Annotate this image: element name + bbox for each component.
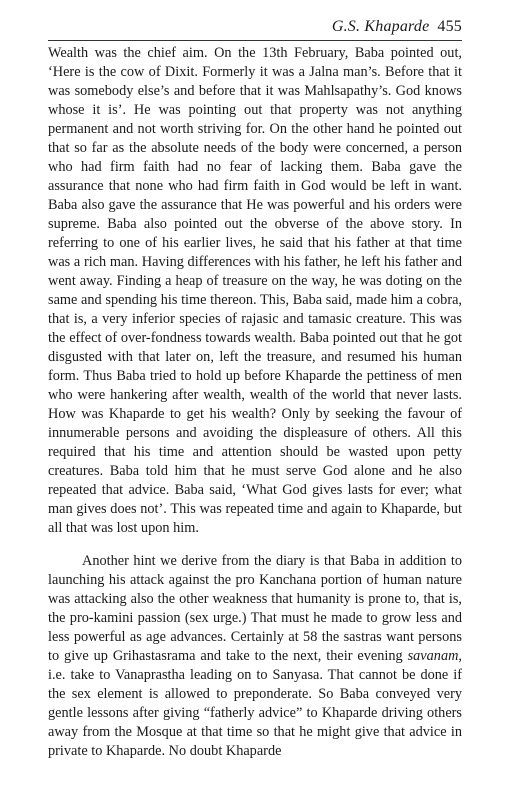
paragraph-2-text-a: Another hint we derive from the diary is that Baba in addition to launching his attack against the pro Kanchana portion of human nature was attacking also the other weakness that humanity is prone to, that is, the pro-kamini passion (sex urge.) That must he made to grow less and less powerful as age advances. Certainly at 58 the sastras want persons to give up Grihastasrama and take to the next, their evening <box>48 553 462 664</box>
paragraph-1-text: Wealth was the chief aim. On the 13th February, Baba pointed out, ‘Here is the cow of Dixit. Formerly it was a Jalna man’s. Before that it was somebody else’s and before that it was Mahlsapathy’s. God knows whose it is’. He was pointing out that property was not anything permanent and not worth striving for. On the other hand he pointed out that so far as the absolute needs of the body were concerned, a person who had firm faith had no fear of lacking them. Baba gave the assurance that none who had firm faith in God would be left in want. Baba also gave the assurance that He was powerful and his orders were supreme. Baba also pointed out the obverse of the above story. In referring to one of his earlier lives, he said that his father at that time was a rich man. Having differences with his father, he left his father and went away. Finding a heap of treasure on the way, he was doting on the same and spending his time thereon. This, Baba said, made him a cobra, that is, a very inferior species of rajasic and tamasic creature. This was the effect of over-fondness towards wealth. Baba pointed out that he got disgusted with that later on, left the treasure, and resumed his human form. Thus Baba tried to hold up before Khaparde the pettiness of men who were hankering after wealth, wealth of the world that never lasts. How was Khaparde to get his wealth? Only by seeking the favour of innumerable persons and avoiding the displeasure of others. All this required that his time and attention should be wasted upon petty creatures. Baba told him that he must serve God alone and he also repeated that advice. Baba said, ‘What God gives lasts for ever; what man gives does not’. This was repeated time and again to Khaparde, but all that was lost upon him. <box>48 45 462 536</box>
paragraph-2-italic-term: savanam <box>407 648 459 664</box>
paragraph-2-text-b: , i.e. take to Vanaprastha leading on to Sanyasa. That cannot be done if the sex element is allowed to preponderate. So Baba conveyed very gentle lessons after giving “fatherly advice” to Khaparde driving others away from the Mosque at that time so that he might give that advice in private to Khaparde. No doubt Khaparde <box>48 648 462 759</box>
body-text <box>48 44 462 761</box>
page-number: 455 <box>437 18 462 35</box>
paragraph-1 <box>48 44 462 538</box>
paragraph-2 <box>48 552 462 761</box>
running-header <box>48 14 462 41</box>
running-head-author: G.S. Khaparde <box>331 18 430 35</box>
running-head-text <box>332 18 462 36</box>
